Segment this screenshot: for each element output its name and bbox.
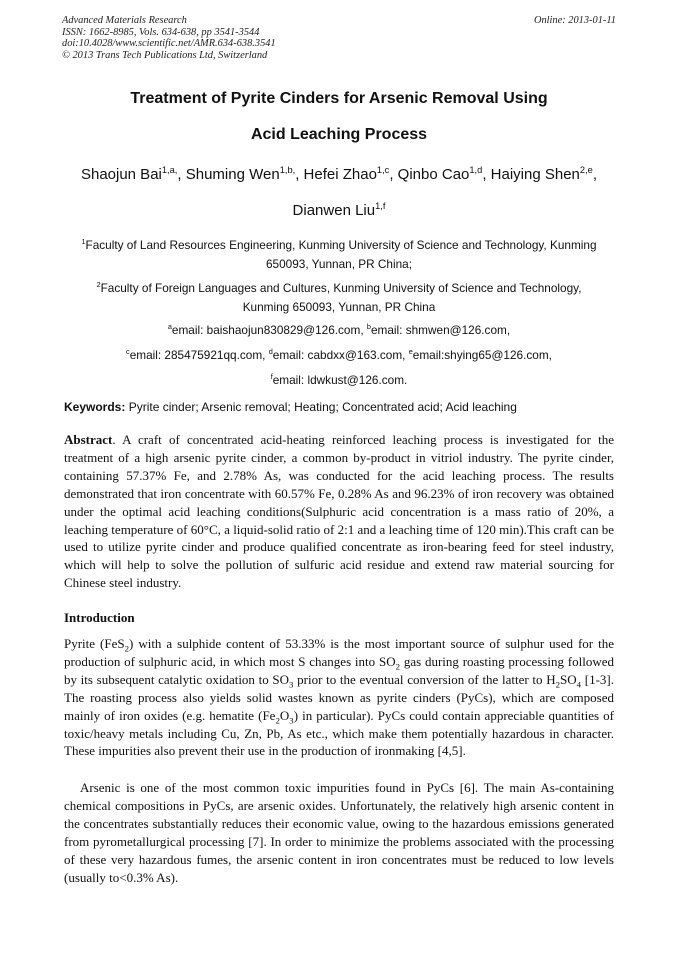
email-address: email: shmwen@126.com, <box>370 323 511 337</box>
author-name: Dianwen Liu <box>292 202 376 219</box>
email-sup: a <box>167 322 172 332</box>
paper-title-line-1: Treatment of Pyrite Cinders for Arsenic Removal Using <box>130 90 548 107</box>
text-run: [1-3]. The roasting process also yields solid wastes known as pyrite cinders (PyCs), which are composed mainly of iron oxides (e.g. hematite (Fe <box>64 671 614 723</box>
email-sup: e <box>408 347 413 357</box>
author-sup: 2,e <box>579 165 593 175</box>
text-run: gas during roasting processing followed by its subsequent catalytic oxidation to SO <box>64 653 614 687</box>
author-sep: , <box>389 166 398 183</box>
subscript: 4 <box>576 679 582 690</box>
online-date: Online: 2013-01-11 <box>533 15 616 26</box>
introduction-paragraph-1 <box>64 635 614 760</box>
issn-line: ISSN: 1662-8985, Vols. 634-638, pp 3541-3544 <box>62 26 260 38</box>
email-line-2 <box>40 348 638 362</box>
text-run: Pyrite (FeS <box>64 636 125 651</box>
email-sup: f <box>270 372 273 382</box>
subscript: 2 <box>555 679 561 690</box>
authors-line-2 <box>40 202 638 219</box>
author-sup: 1,a, <box>161 165 178 175</box>
subscript: 2 <box>124 643 130 654</box>
author-name: Qinbo Cao <box>397 166 470 183</box>
email-line-3 <box>40 373 638 387</box>
email-sup: c <box>126 347 130 357</box>
author-sup: 1,d <box>469 165 483 175</box>
subscript: 2 <box>275 715 280 726</box>
author-name: Shaojun Bai <box>80 166 162 183</box>
email-sup: b <box>366 322 371 332</box>
affiliation-sup: 2 <box>96 280 101 290</box>
author-name: Shuming Wen <box>185 166 280 183</box>
author-sup: 1,c <box>376 165 390 175</box>
author-sep: , <box>295 166 304 183</box>
author-sup: 1,f <box>375 201 386 211</box>
journal-header <box>62 15 616 61</box>
section-heading-introduction: Introduction <box>64 610 135 625</box>
text-run: ) in particular). PyCs could contain appreciable quantities of toxic/heavy metals including Cu, Zn, Pb, As etc., which make them potentially hazardous in character. These impurities also prevent their use in the production of ironmaking [4,5]. <box>64 707 614 759</box>
paper-title-line-2: Acid Leaching Process <box>250 126 428 143</box>
author-sup: 1,b, <box>279 165 296 175</box>
affiliation-text: Kunming 650093, Yunnan, PR China <box>242 300 436 314</box>
doi-line: doi:10.4028/www.scientific.net/AMR.634-638.3541 <box>62 38 276 50</box>
text-run: O <box>279 707 290 723</box>
affiliation-1 <box>60 236 618 274</box>
keywords-label: Keywords: <box>64 400 126 414</box>
email-address: email: ldwkust@126.com. <box>272 373 408 387</box>
affiliation-2 <box>60 279 618 317</box>
introduction-paragraph-2: Arsenic is one of the most common toxic impurities found in PyCs [6]. The main As-containing chemical compositions in PyCs, are arsenic oxides. Unfortunately, the relatively high arsenic content in the concentrates substantially reduces their economic value, owing to the hazardous emissions generated from pyrometallurgical processing [7]. In order to minimize the problems associated with the processing of these very hazardous fumes, the arsenic content in iron concentrates must be reduced to low levels (usually to<0.3% As). <box>64 780 614 885</box>
abstract-text: . A craft of concentrated acid-heating reinforced leaching process is investigated for the treatment of a high arsenic pyrite cinder, a common by-product in vitriol industry. The pyrite cinder, containing 57.37% Fe, and 2.78% As, was conducted for the acid leaching process. The results demonstrated that iron concentrate with 60.57% Fe, 0.28% As and 96.23% of iron recovery was obtained under the optimal acid leaching conditions(Sulphuric acid concentration is a mass ratio of 20%, a leaching temperature of 60°C, a liquid-solid ratio of 2:1 and a leaching time of 120 min).This craft can be used to utilize pyrite cinder and produce qualified concentrate as iron-bearing feed for steel industry, which will help to solve the pollution of sulfuric acid residue and extend raw material sourcing for Chinese steel industry. <box>64 432 614 591</box>
subscript: 3 <box>289 679 294 690</box>
subscript: 3 <box>289 715 294 726</box>
author-name: Hefei Zhao <box>303 166 377 183</box>
keywords-text: Pyrite cinder; Arsenic removal; Heating; Concentrated acid; Acid leaching <box>125 400 517 414</box>
author-sep: , <box>177 166 186 183</box>
journal-name: Advanced Materials Research <box>62 15 187 26</box>
text-run: prior to the eventual conversion of the latter to H <box>293 671 556 687</box>
email-address: email: 285475921qq.com, <box>129 348 269 362</box>
email-line-1 <box>40 323 638 337</box>
author-sep: , <box>482 166 491 183</box>
author-sep: , <box>592 166 598 183</box>
abstract-label: Abstract <box>64 432 113 447</box>
text-run: ) with a sulphide content of 53.33% is the most important source of sulphur used for the production of sulphuric acid, in which most S changes into SO <box>64 636 614 669</box>
keywords <box>64 400 624 414</box>
author-name: Haiying Shen <box>490 166 580 183</box>
copyright-line: © 2013 Trans Tech Publications Ltd, Switzerland <box>62 49 268 61</box>
affiliation-text: 650093, Yunnan, PR China; <box>265 257 413 271</box>
authors-line-1 <box>40 166 638 183</box>
text-run: SO <box>560 671 577 687</box>
email-address: email: cabdxx@163.com, <box>272 348 409 362</box>
email-sup: d <box>268 347 273 357</box>
affiliation-sup: 1 <box>81 237 86 247</box>
email-address: email: baishaojun830829@126.com, <box>171 323 367 337</box>
subscript: 2 <box>395 661 401 672</box>
email-address: email:shying65@126.com, <box>412 348 552 362</box>
affiliation-text: Faculty of Land Resources Engineering, Kunming University of Science and Technology, Kunming <box>85 238 597 252</box>
affiliation-text: Faculty of Foreign Languages and Cultures, Kunming University of Science and Technology, <box>100 281 582 295</box>
abstract <box>64 431 614 592</box>
